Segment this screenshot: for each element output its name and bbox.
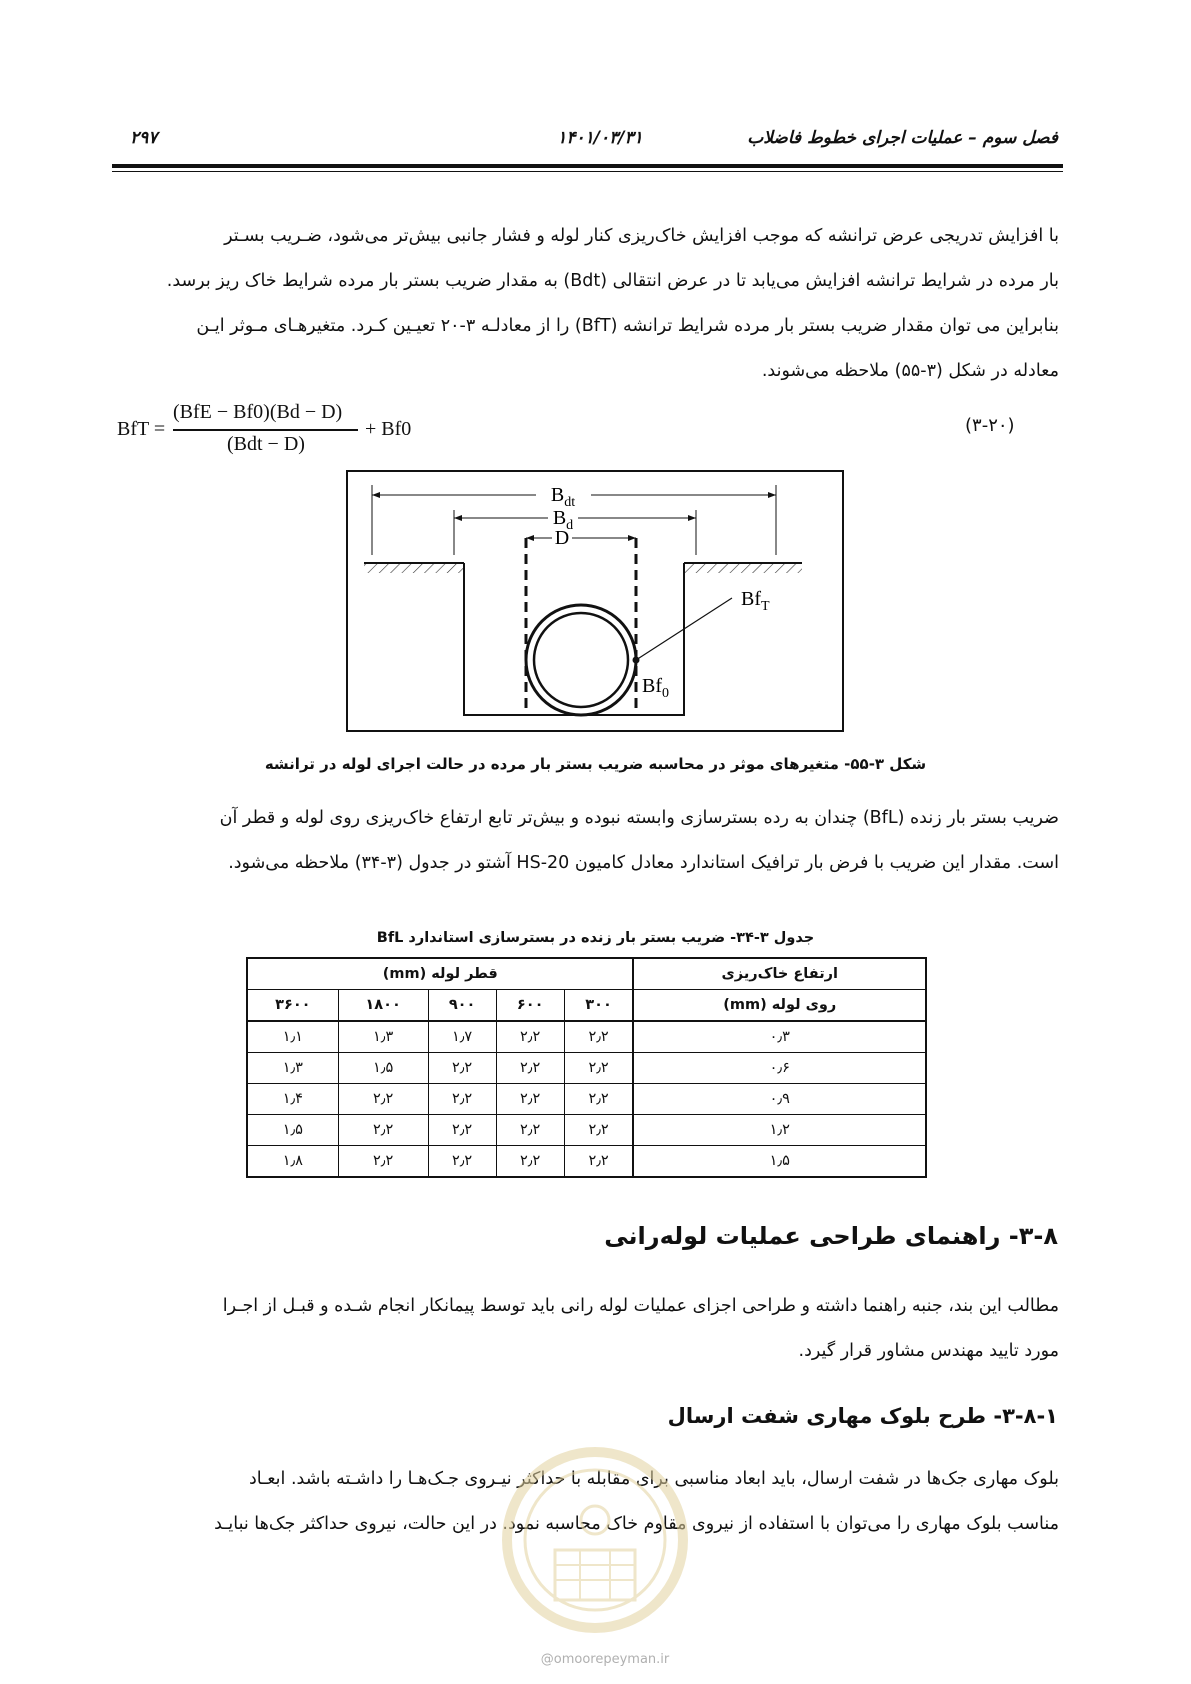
table-cell: ۱٫۴ — [247, 1084, 338, 1115]
table-row — [247, 1053, 926, 1084]
table-cell: ۲٫۲ — [428, 1146, 496, 1178]
bedding-factor-table — [246, 957, 927, 1178]
table-cell: ۲٫۲ — [496, 1053, 564, 1084]
table-row — [247, 1115, 926, 1146]
text-line: ضریب بستر بار زنده (BfL) چندان به رده بسترسازی وابسته نبوده و بیش‌تر تابع ارتفاع خاک‌ریزی روی لوله و قطر آن — [219, 808, 1059, 828]
table-cell: ۲٫۲ — [496, 1146, 564, 1178]
diameter-header: ۳۶۰۰ — [247, 990, 338, 1022]
subsection-heading: ۳-۸-۱- طرح بلوک مهاری شفت ارسال — [667, 1404, 1058, 1428]
watermark-url: @omoorepeyman.ir — [540, 1652, 670, 1667]
ground-hatch-right — [684, 563, 802, 573]
header-rule-thin — [112, 171, 1063, 172]
table-header-row — [247, 990, 926, 1022]
text-line: معادله در شکل (۳-۵۵) ملاحظه می‌شوند. — [761, 361, 1059, 381]
table-cell: ۲٫۲ — [496, 1084, 564, 1115]
paragraph-intro — [114, 214, 1059, 394]
page-number: ۲۹۷ — [130, 128, 158, 148]
label-bdt: $B_{dt}$ — [550, 484, 576, 510]
table-row — [247, 1146, 926, 1178]
table-cell: ۲٫۲ — [338, 1115, 428, 1146]
rowhead-label-1: ارتفاع خاک‌ریزی — [633, 958, 926, 990]
table-cell: ۲٫۲ — [564, 1115, 633, 1146]
text-line: مناسب بلوک مهاری را می‌توان با استفاده از نیروی مقاوم خاک محاسبه نمود. در این حالت، نیروی حداکثر جک‌ها نبایـد — [214, 1514, 1059, 1534]
table-cell: ۲٫۲ — [496, 1021, 564, 1053]
table-cell: ۲٫۲ — [428, 1084, 496, 1115]
table-cell: ۲٫۲ — [564, 1146, 633, 1178]
diameter-header: ۳۰۰ — [564, 990, 633, 1022]
equation-lhs: BfT = — [117, 418, 166, 440]
watermark-logo-icon — [500, 1440, 690, 1640]
section-heading: ۳-۸- راهنمای طراحی عملیات لوله‌رانی — [604, 1222, 1058, 1250]
header-date: ۱۴۰۱/۰۳/۳۱ — [557, 128, 643, 148]
label-d: D — [554, 527, 570, 549]
figure-caption: شکل ۳-۵۵- متغیرهای موثر در محاسبه ضریب بستر بار مرده در حالت اجرای لوله در ترانشه — [264, 755, 927, 773]
text-line: با افزایش تدریجی عرض ترانشه که موجب افزایش خاک‌ریزی کنار لوله و فشار جانبی بیش‌تر می‌شود، ضـریب بسـتر — [224, 226, 1059, 246]
paragraph-jacking-guide — [114, 1284, 1059, 1374]
equation-denominator: (Bdt − D) — [227, 433, 305, 455]
cover-height: ۱٫۵ — [633, 1146, 926, 1178]
table-cell: ۱٫۸ — [247, 1146, 338, 1178]
paragraph-live-load — [114, 796, 1059, 886]
table-cell: ۲٫۲ — [564, 1053, 633, 1084]
text-line: مورد تایید مهندس مشاور قرار گیرد. — [798, 1341, 1059, 1361]
table-row — [247, 1084, 926, 1115]
table-caption: جدول ۳-۳۴- ضریب بستر بار زنده در بسترسازی استاندارد BfL — [376, 930, 815, 946]
table-cell: ۱٫۷ — [428, 1021, 496, 1053]
diameter-header: ۶۰۰ — [496, 990, 564, 1022]
label-bf0: $Bf_0$ — [642, 675, 669, 701]
table-row — [247, 1021, 926, 1053]
table-header-row — [247, 958, 926, 990]
table-cell: ۱٫۳ — [247, 1053, 338, 1084]
rowhead-label-2: روی لوله (mm) — [633, 990, 926, 1022]
table-cell: ۲٫۲ — [496, 1115, 564, 1146]
table-cell: ۱٫۵ — [247, 1115, 338, 1146]
cover-height: ۰٫۳ — [633, 1021, 926, 1053]
group-header: قطر لوله (mm) — [247, 958, 633, 990]
header-rule-thick — [112, 164, 1063, 168]
label-bd: $B_d$ — [552, 507, 574, 533]
text-line: مطالب این بند، جنبه راهنما داشته و طراحی اجزای عملیات لوله رانی باید توسط پیمانکار انجام شـده و قبـل از اجـرا — [222, 1296, 1059, 1316]
trench-diagram — [346, 470, 844, 732]
table-cell: ۲٫۲ — [428, 1115, 496, 1146]
table-cell: ۲٫۲ — [338, 1146, 428, 1178]
equation-number: (۳-۲۰) — [965, 415, 1015, 436]
text-line: بلوک مهاری جک‌ها در شفت ارسال، باید ابعاد مناسبی برای مقابله با حداکثر نیـروی جـک‌هـا را داشـته باشد. ابعـاد — [248, 1469, 1059, 1489]
table-cell: ۲٫۲ — [428, 1053, 496, 1084]
diameter-header: ۱۸۰۰ — [338, 990, 428, 1022]
ground-hatch-left — [364, 563, 464, 573]
chapter-title: فصل سوم – عملیات اجرای خطوط فاضلاب — [747, 128, 1058, 148]
table-cell: ۲٫۲ — [564, 1084, 633, 1115]
cover-height: ۱٫۲ — [633, 1115, 926, 1146]
diameter-header: ۹۰۰ — [428, 990, 496, 1022]
fraction-bar — [173, 429, 358, 431]
table-cell: ۱٫۵ — [338, 1053, 428, 1084]
table-cell: ۲٫۲ — [338, 1084, 428, 1115]
table-cell: ۱٫۱ — [247, 1021, 338, 1053]
table-cell: ۱٫۳ — [338, 1021, 428, 1053]
cover-height: ۰٫۶ — [633, 1053, 926, 1084]
equation-tail: + Bf0 — [365, 418, 412, 440]
text-line: بنابراین می توان مقدار ضریب بستر بار مرده شرایط ترانشه (BfT) را از معادلـه ۳-۲۰ تعیـین کـرد. متغیرهـای مـوثر ایـن — [196, 316, 1059, 336]
cover-height: ۰٫۹ — [633, 1084, 926, 1115]
label-bft: $Bf_T$ — [741, 588, 770, 614]
text-line: بار مرده در شرایط ترانشه افزایش می‌یابد تا در عرض انتقالی (Bdt) به مقدار ضریب بستر بار مرده شرایط خاک ریز برسد. — [166, 271, 1059, 291]
equation-3-20 — [117, 401, 417, 461]
text-line: است. مقدار این ضریب با فرض بار ترافیک استاندارد معادل کامیون HS-20 آشتو در جدول (۳-۳۴) ملاحظه می‌شود. — [228, 853, 1059, 873]
table-cell: ۲٫۲ — [564, 1021, 633, 1053]
equation-numerator: (BfE − Bf0)(Bd − D) — [173, 401, 343, 423]
